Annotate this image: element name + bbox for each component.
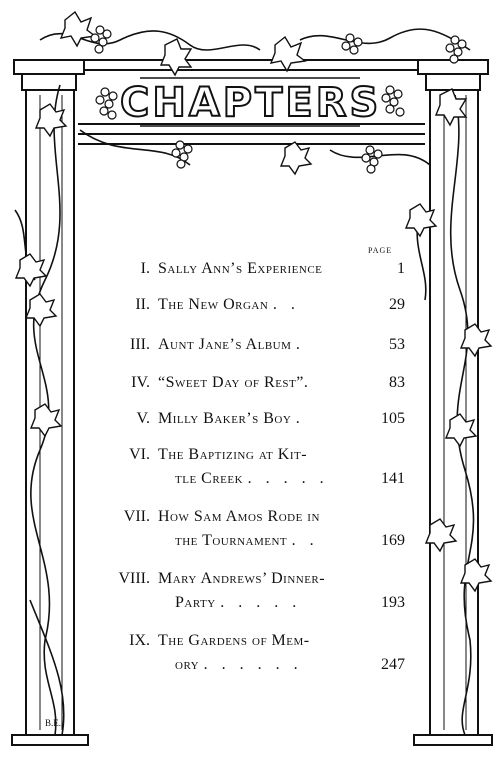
chapter-title: Aunt Jane’s Album . [158, 336, 305, 353]
chapter-number: II. [135, 296, 150, 313]
chapter-title-line-1: Mary Andrews’ Dinner- [158, 570, 326, 587]
chapters-heading: CHAPTERS [120, 80, 382, 126]
toc-entry-6[interactable] [95, 444, 405, 488]
chapter-title: “Sweet Day of Rest”. [158, 374, 309, 391]
page-number: 247 [381, 656, 405, 673]
chapter-number: VII. [123, 508, 150, 525]
chapter-title-line-2: tle Creek . . . . . [175, 470, 329, 487]
leader-dots: . [295, 410, 305, 427]
chapter-title-line-2: ory . . . . . . [175, 656, 303, 673]
toc-entry-7[interactable] [95, 506, 405, 550]
chapter-title-line-2: the Tournament . . [175, 532, 319, 549]
page-number: 141 [381, 470, 405, 487]
chapter-title: Sally Ann’s Experience [158, 260, 323, 277]
leader-dots: . . . . . [247, 470, 329, 487]
chapter-title-line-2: Party . . . . . [175, 594, 302, 611]
chapter-number: IX. [129, 632, 150, 649]
toc-entry-9[interactable] [95, 630, 405, 674]
chapter-number: III. [130, 336, 150, 353]
artist-signature: B.E. [45, 718, 62, 728]
chapter-title-line-1: The Baptizing at Kit- [158, 446, 308, 463]
leader-dots: . . . . . . [203, 656, 303, 673]
chapter-title: The New Organ . . [158, 296, 300, 313]
leader-dots: . . . . . [220, 594, 302, 611]
leader-dots: . [295, 336, 305, 353]
chapter-title-line-1: How Sam Amos Rode in [158, 508, 320, 525]
page-number: 105 [381, 410, 405, 427]
leader-dots: . . [272, 296, 300, 313]
chapter-number: V. [136, 410, 150, 427]
leader-dots: . . [291, 532, 319, 549]
page-number: 193 [381, 594, 405, 611]
page-number: 83 [389, 374, 405, 391]
chapter-number: VIII. [118, 570, 150, 587]
toc-entry-8[interactable] [95, 568, 405, 612]
page-number: 53 [389, 336, 405, 353]
left-column [12, 60, 88, 745]
page-column-label: PAGE [368, 246, 393, 255]
page-number: 1 [397, 260, 405, 277]
chapter-title-line-1: The Gardens of Mem- [158, 632, 310, 649]
chapter-title: Milly Baker’s Boy . [158, 410, 305, 427]
chapter-number: I. [140, 260, 150, 277]
page-number: 29 [389, 296, 405, 313]
chapter-number: IV. [131, 374, 150, 391]
page-number: 169 [381, 532, 405, 549]
chapter-number: VI. [129, 446, 150, 463]
